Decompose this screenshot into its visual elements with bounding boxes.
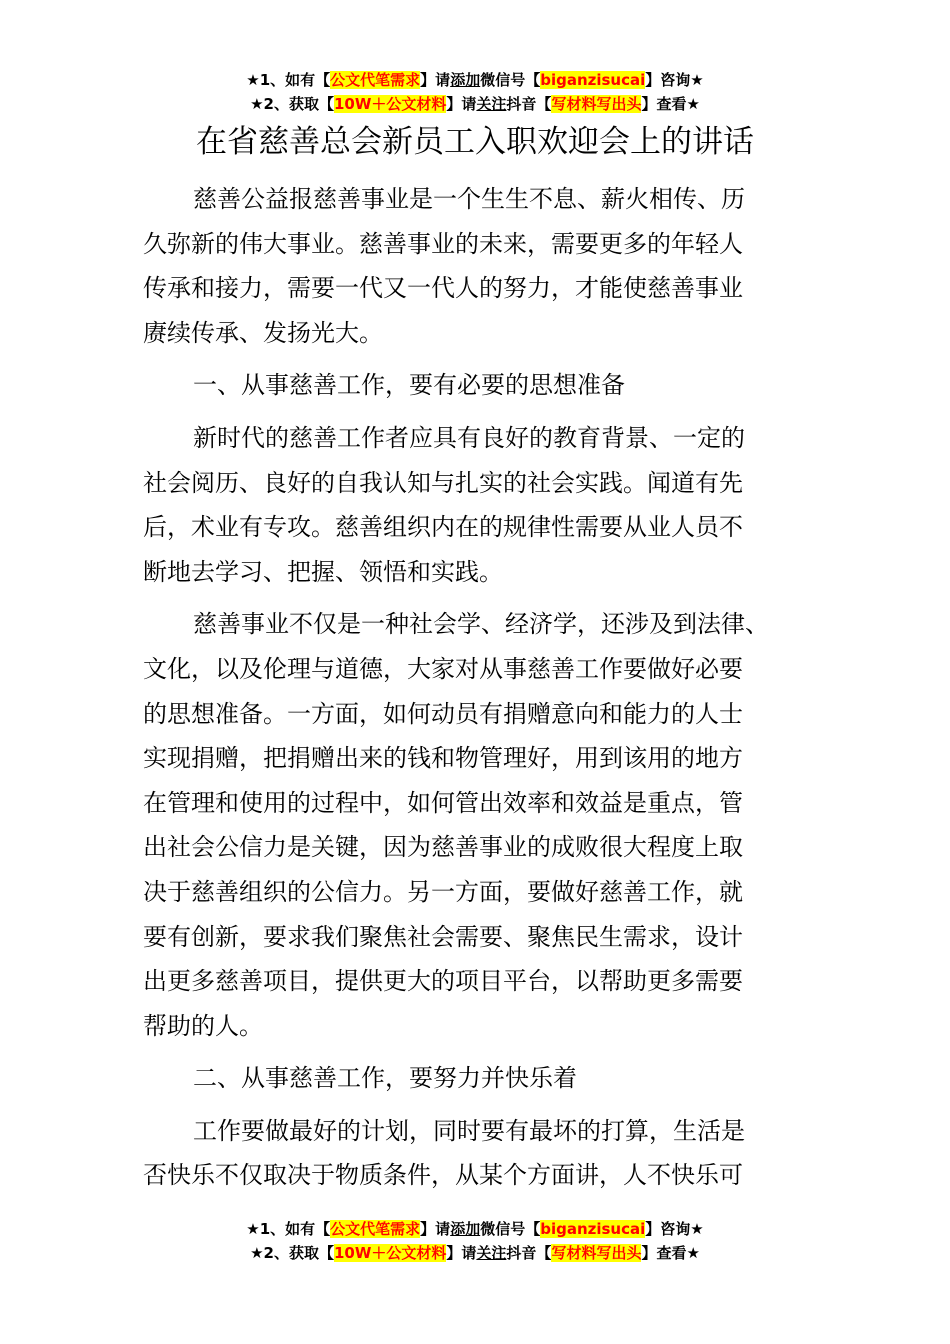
banner-text: 微信号【 xyxy=(480,1220,541,1238)
text-line: 慈善事业不仅是一种社会学、经济学，还涉及到法律、 xyxy=(193,610,769,639)
paragraph xyxy=(143,1109,813,1198)
banner-highlight: 写材料写出头 xyxy=(551,95,642,113)
text-line: 出社会公信力是关键，因为慈善事业的成败很大程度上取 xyxy=(143,833,743,862)
banner-text: ★2、获取【 xyxy=(250,95,334,113)
text-line: 久弥新的伟大事业。慈善事业的未来，需要更多的年轻人 xyxy=(143,229,743,258)
document-body xyxy=(143,177,813,1198)
banner-highlight: 公文代笔需求 xyxy=(330,1220,421,1238)
text-line: 实现捐赠，把捐赠出来的钱和物管理好，用到该用的地方 xyxy=(143,744,743,773)
banner-text: 抖音【 xyxy=(506,1244,552,1262)
banner-highlight: 10W＋公文材料 xyxy=(333,1244,447,1262)
document-title: 在省慈善总会新员工入职欢迎会上的讲话 xyxy=(196,124,754,160)
text-line: 传承和接力，需要一代又一代人的努力，才能使慈善事业 xyxy=(143,274,743,303)
text-line: 断地去学习、把握、领悟和实践。 xyxy=(143,557,503,586)
section-heading: 二、从事慈善工作，要努力并快乐着 xyxy=(193,1064,577,1093)
banner-text: 】请 xyxy=(420,71,451,89)
banner-text: 抖音【 xyxy=(506,95,552,113)
banner-text: 】请 xyxy=(446,95,477,113)
paragraph xyxy=(143,602,813,1048)
banner-underline: 添加 xyxy=(450,1220,481,1238)
text-line: 帮助的人。 xyxy=(143,1011,263,1040)
banner-highlight: 公文代笔需求 xyxy=(330,71,421,89)
banner-text: ★2、获取【 xyxy=(250,1244,334,1262)
banner-highlight: 写材料写出头 xyxy=(551,1244,642,1262)
text-line: 赓续传承、发扬光大。 xyxy=(143,318,383,347)
banner-highlight: biganzisucai xyxy=(540,71,646,89)
banner-text: 】请 xyxy=(446,1244,477,1262)
banner-text: 】查看★ xyxy=(641,95,700,113)
paragraph xyxy=(143,177,813,355)
text-line: 在管理和使用的过程中，如何管出效率和效益是重点，管 xyxy=(143,788,743,817)
banner-text: 】请 xyxy=(420,1220,451,1238)
banner-text: ★1、如有【 xyxy=(246,71,331,89)
banner-underline: 添加 xyxy=(450,71,481,89)
paragraph xyxy=(143,416,813,594)
banner-line-1 xyxy=(0,68,950,92)
text-line: 后，术业有专攻。慈善组织内在的规律性需要从业人员不 xyxy=(143,513,743,542)
text-line: 工作要做最好的计划，同时要有最坏的打算，生活是 xyxy=(193,1116,745,1145)
banner-line-1 xyxy=(0,1217,950,1241)
banner-text: 】查看★ xyxy=(641,1244,700,1262)
banner-text: 】咨询★ xyxy=(645,1220,704,1238)
text-line: 决于慈善组织的公信力。另一方面，要做好慈善工作，就 xyxy=(143,877,743,906)
banner-highlight: biganzisucai xyxy=(540,1220,646,1238)
banner-highlight: 10W＋公文材料 xyxy=(333,95,447,113)
text-line: 慈善公益报慈善事业是一个生生不息、薪火相传、历 xyxy=(193,185,745,213)
text-line: 的思想准备。一方面，如何动员有捐赠意向和能力的人士 xyxy=(143,699,743,728)
header-banner xyxy=(0,68,950,116)
banner-line-2 xyxy=(0,92,950,116)
footer-banner xyxy=(0,1217,950,1265)
banner-underline: 关注 xyxy=(476,1244,507,1262)
text-line: 出更多慈善项目，提供更大的项目平台，以帮助更多需要 xyxy=(143,967,743,996)
banner-line-2 xyxy=(0,1241,950,1265)
banner-text: ★1、如有【 xyxy=(246,1220,331,1238)
text-line: 社会阅历、良好的自我认知与扎实的社会实践。闻道有先 xyxy=(143,468,743,497)
banner-text: 微信号【 xyxy=(480,71,541,89)
section-heading: 一、从事慈善工作，要有必要的思想准备 xyxy=(193,371,625,400)
text-line: 文化，以及伦理与道德，大家对从事慈善工作要做好必要 xyxy=(143,654,743,683)
text-line: 新时代的慈善工作者应具有良好的教育背景、一定的 xyxy=(193,423,745,452)
banner-text: 】咨询★ xyxy=(645,71,704,89)
text-line: 否快乐不仅取决于物质条件，从某个方面讲，人不快乐可 xyxy=(143,1161,743,1190)
text-line: 要有创新，要求我们聚焦社会需要、聚焦民生需求，设计 xyxy=(143,922,743,951)
banner-underline: 关注 xyxy=(476,95,507,113)
